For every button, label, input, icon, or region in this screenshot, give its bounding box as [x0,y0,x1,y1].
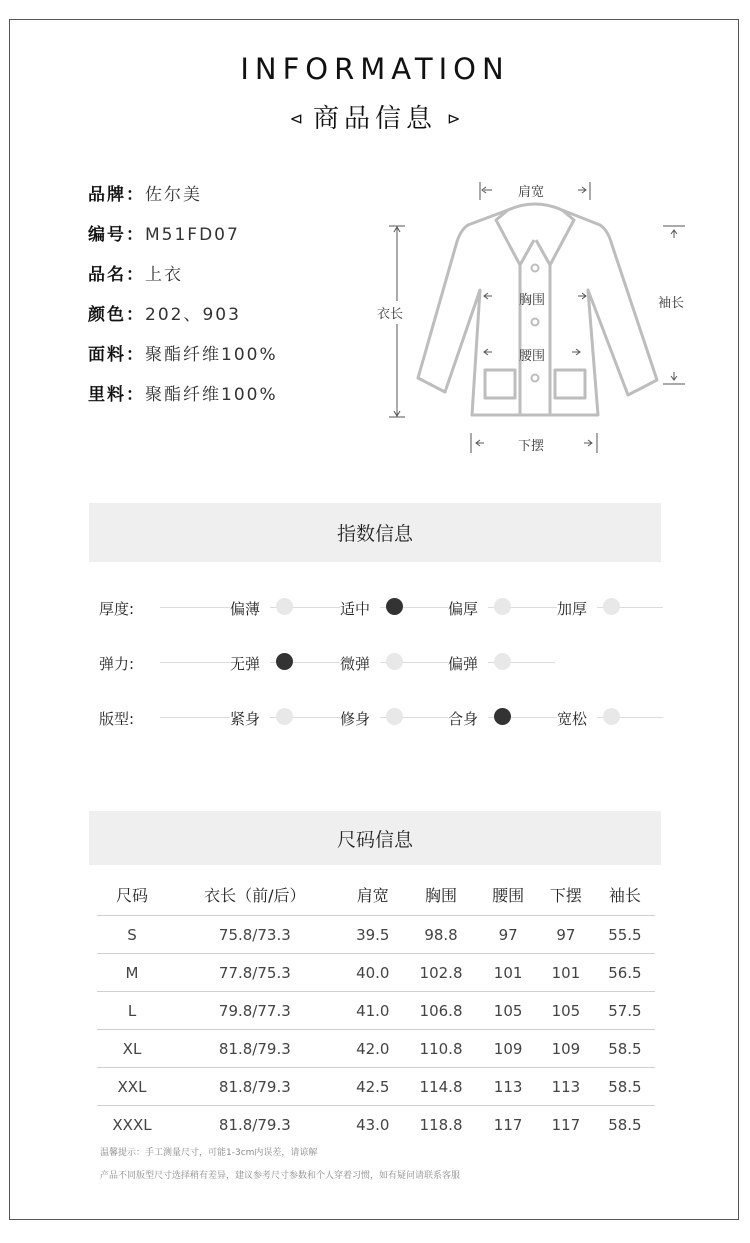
table-row [97,916,655,954]
info-row-lining [88,380,278,420]
garment-diagram [360,170,740,460]
header-cell: 腰围 [492,885,525,905]
table-cell: 81.8/79.3 [167,1106,343,1144]
product-info-list [88,180,278,420]
table-cell: 58.5 [595,1030,655,1068]
option-label: 加厚 [557,598,597,619]
info-key: 面料： [88,345,145,365]
info-key: 品牌： [88,185,145,205]
label-sleeve: 袖长 [658,296,685,311]
option-dot-selected [386,598,403,615]
table-cell: 40.0 [343,954,403,992]
table-cell: 43.0 [343,1106,403,1144]
info-key: 里料： [88,385,145,405]
info-row-brand [88,180,278,220]
info-value: 聚酯纤维100% [145,385,278,405]
header-cell: 衣长（前/后） [204,885,306,905]
table-cell: 98.8 [403,916,479,954]
option-label: 偏弹 [448,653,488,674]
left-arrow-icon: ⊲ [289,109,303,128]
table-cell: 75.8/73.3 [167,916,343,954]
size-section-title: 尺码信息 [89,811,661,865]
table-cell: 117 [479,1106,537,1144]
table-row [97,1068,655,1106]
option-dot [603,708,620,725]
option-label: 合身 [448,708,488,729]
label-shoulder: 肩宽 [518,185,545,200]
index-label: 弹力: [99,655,135,673]
table-cell: 42.0 [343,1030,403,1068]
info-row-fabric [88,340,278,380]
table-row [97,1030,655,1068]
index-section-title: 指数信息 [89,503,661,562]
header-cell: 袖长 [608,885,641,905]
option-label: 修身 [340,708,380,729]
table-cell: 81.8/79.3 [167,1068,343,1106]
table-cell: XL [97,1030,167,1068]
option-dot-selected [494,708,511,725]
table-cell: 57.5 [595,992,655,1030]
info-row-color [88,300,278,340]
table-cell: 42.5 [343,1068,403,1106]
table-cell: 77.8/75.3 [167,954,343,992]
table-cell: L [97,992,167,1030]
table-cell: 113 [537,1068,595,1106]
index-label: 版型: [99,710,135,728]
option-label: 宽松 [557,708,597,729]
table-cell: 56.5 [595,954,655,992]
table-cell: 117 [537,1106,595,1144]
right-arrow-icon: ⊳ [447,109,461,128]
option-dot-selected [276,653,293,670]
option-dot [386,708,403,725]
table-cell: XXL [97,1068,167,1106]
page-title-cn [0,98,750,135]
info-key: 颜色： [88,305,145,325]
table-cell: S [97,916,167,954]
note-fit: 产品不同版型尺寸选择稍有差异，建议参考尺寸参数和个人穿着习惯，如有疑问请联系客服 [100,1171,461,1181]
note-measurement: 温馨提示：手工测量尺寸，可能1-3cm内误差，请谅解 [100,1148,318,1158]
page-title-en: INFORMATION [240,52,510,86]
info-value: 佐尔美 [145,185,202,205]
table-cell: 41.0 [343,992,403,1030]
option-label: 偏厚 [448,598,488,619]
table-cell: 113 [479,1068,537,1106]
table-row [97,992,655,1030]
table-cell: 105 [537,992,595,1030]
option-label: 无弹 [230,653,270,674]
table-cell: 81.8/79.3 [167,1030,343,1068]
index-label: 厚度: [99,600,135,618]
option-dot [276,708,293,725]
info-row-name [88,260,278,300]
table-cell: 97 [537,916,595,954]
option-dot [386,653,403,670]
table-cell: 101 [537,954,595,992]
header-cell: 胸围 [425,885,458,905]
table-cell: 110.8 [403,1030,479,1068]
label-hem: 下摆 [518,439,545,454]
table-cell: 39.5 [343,916,403,954]
table-cell: 55.5 [595,916,655,954]
table-cell: 105 [479,992,537,1030]
table-cell: M [97,954,167,992]
table-cell: 109 [537,1030,595,1068]
info-row-code [88,220,278,260]
table-row [97,954,655,992]
page-title-cn-text: 商品信息 [312,104,437,134]
info-value: M51FD07 [145,225,240,245]
info-value: 202、903 [145,305,241,325]
info-value: 上衣 [145,265,183,285]
table-cell: 102.8 [403,954,479,992]
label-length: 衣长 [377,301,403,324]
label-chest: 胸围 [519,293,546,308]
table-cell: 106.8 [403,992,479,1030]
option-dot [494,598,511,615]
option-dot [603,598,620,615]
info-key: 品名： [88,265,145,285]
table-cell: 58.5 [595,1068,655,1106]
table-row [97,1106,655,1144]
info-key: 编号： [88,225,145,245]
option-label: 适中 [340,598,380,619]
label-waist: 腰围 [519,349,546,364]
table-cell: 58.5 [595,1106,655,1144]
option-dot [494,653,511,670]
table-cell: 97 [479,916,537,954]
size-table-header [97,873,655,916]
table-cell: 101 [479,954,537,992]
jacket-outline-icon [360,170,740,460]
header-cell: 尺码 [115,885,148,905]
option-label: 紧身 [230,708,270,729]
table-cell: 118.8 [403,1106,479,1144]
table-cell: 79.8/77.3 [167,992,343,1030]
table-cell: XXXL [97,1106,167,1144]
header-cell: 下摆 [549,885,582,905]
info-value: 聚酯纤维100% [145,345,278,365]
header-cell: 肩宽 [356,885,389,905]
option-label: 微弹 [340,653,380,674]
size-table [97,873,655,1143]
option-dot [276,598,293,615]
table-cell: 114.8 [403,1068,479,1106]
table-cell: 109 [479,1030,537,1068]
option-label: 偏薄 [230,598,270,619]
